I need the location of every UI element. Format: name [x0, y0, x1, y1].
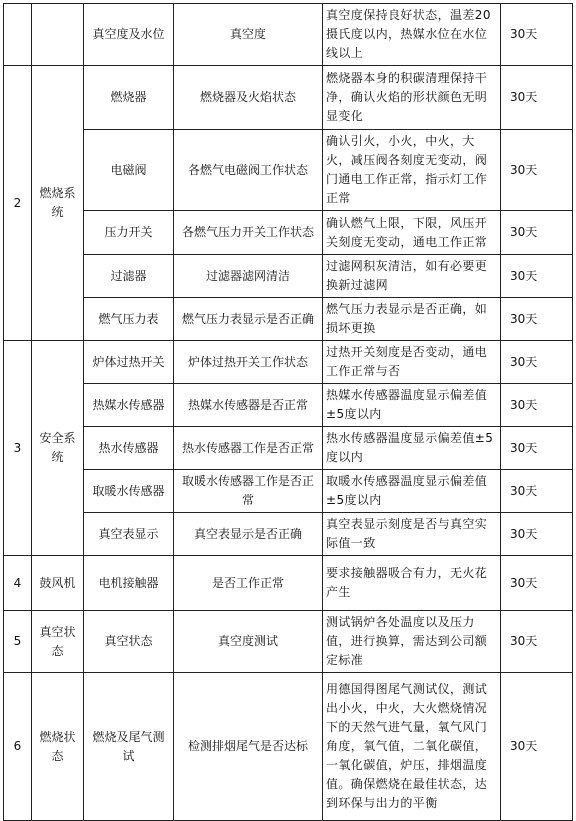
content-cell: 各燃气压力开关工作状态 — [174, 211, 323, 255]
period-cell: 30天 — [501, 298, 573, 341]
table-row — [4, 211, 573, 255]
category-cell: 燃烧系统 — [32, 66, 84, 341]
content-cell: 热媒水传感器是否正常 — [174, 384, 323, 427]
category-cell: 真空状态 — [32, 611, 84, 673]
period-cell: 30天 — [501, 556, 573, 611]
standard-cell: 确认引火，小火，中火，大火，减压阀各刻度无变动，阀门通电工作正常，指示灯工作正常 — [323, 130, 501, 211]
row-number: 5 — [4, 611, 32, 673]
row-number: 3 — [4, 341, 32, 556]
content-cell: 燃气压力表显示是否正确 — [174, 298, 323, 341]
item-cell: 燃气压力表 — [84, 298, 174, 341]
period-cell: 30天 — [501, 130, 573, 211]
category-cell: 安全系统 — [32, 341, 84, 556]
item-cell: 压力开关 — [84, 211, 174, 255]
item-cell: 真空度及水位 — [84, 4, 174, 66]
period-cell: 30天 — [501, 611, 573, 673]
item-cell: 燃烧器 — [84, 66, 174, 130]
table-row — [4, 298, 573, 341]
table-row — [4, 427, 573, 470]
item-cell: 电机接触器 — [84, 556, 174, 611]
period-cell: 30天 — [501, 470, 573, 513]
table-row — [4, 341, 573, 384]
period-cell: 30天 — [501, 384, 573, 427]
period-cell: 30天 — [501, 513, 573, 556]
period-cell: 30天 — [501, 673, 573, 821]
item-cell: 炉体过热开关 — [84, 341, 174, 384]
period-cell: 30天 — [501, 255, 573, 298]
table-row — [4, 130, 573, 211]
period-cell: 30天 — [501, 4, 573, 66]
content-cell: 过滤器滤网清洁 — [174, 255, 323, 298]
standard-cell: 燃烧器本身的积碳清理保持干净，确认火焰的形状颜色无明显变化 — [323, 66, 501, 130]
table-row — [4, 611, 573, 673]
table-row — [4, 513, 573, 556]
table-row — [4, 673, 573, 821]
item-cell: 电磁阀 — [84, 130, 174, 211]
period-cell: 30天 — [501, 211, 573, 255]
item-cell: 过滤器 — [84, 255, 174, 298]
maintenance-table — [3, 3, 573, 821]
content-cell: 热水传感器工作是否正常 — [174, 427, 323, 470]
table-row — [4, 255, 573, 298]
content-cell: 各燃气电磁阀工作状态 — [174, 130, 323, 211]
item-cell: 燃烧及尾气测试 — [84, 673, 174, 821]
standard-cell: 过热开关刻度是否变动，通电工作正常与否 — [323, 341, 501, 384]
row-number — [4, 4, 32, 66]
table-row — [4, 4, 573, 66]
standard-cell: 真空表显示刻度是否与真空实际值一致 — [323, 513, 501, 556]
content-cell: 炉体过热开关工作状态 — [174, 341, 323, 384]
period-cell: 30天 — [501, 341, 573, 384]
item-cell: 热媒水传感器 — [84, 384, 174, 427]
item-cell: 真空表显示 — [84, 513, 174, 556]
category-cell — [32, 4, 84, 66]
content-cell: 检测排烟尾气是否达标 — [174, 673, 323, 821]
standard-cell: 燃气压力表显示是否正确，如损坏更换 — [323, 298, 501, 341]
standard-cell: 要求接触器吸合有力，无火花产生 — [323, 556, 501, 611]
period-cell: 30天 — [501, 427, 573, 470]
category-cell: 鼓风机 — [32, 556, 84, 611]
standard-cell: 用德国得图尾气测试仪，测试出小火，中火，大火燃烧情况下的天然气进气量，氧气风门角度，氧气值，二氧化碳值，一氧化碳值，炉压，排烟温度值。确保燃烧在最佳状态，达到环保与出力的平衡 — [323, 673, 501, 821]
table-row — [4, 66, 573, 130]
content-cell: 取暖水传感器工作是否正常 — [174, 470, 323, 513]
item-cell: 真空状态 — [84, 611, 174, 673]
table-row — [4, 470, 573, 513]
standard-cell: 真空度保持良好状态，温差20摄氏度以内，热媒水位在水位线以上 — [323, 4, 501, 66]
standard-cell: 过滤网积灰清洁，如有必要更换新过滤网 — [323, 255, 501, 298]
content-cell: 真空度测试 — [174, 611, 323, 673]
standard-cell: 取暖水传感器温度显示偏差值±5度以内 — [323, 470, 501, 513]
row-number: 6 — [4, 673, 32, 821]
standard-cell: 热水传感器温度显示偏差值±5度以内 — [323, 427, 501, 470]
standard-cell: 热媒水传感器温度显示偏差值±5度以内 — [323, 384, 501, 427]
standard-cell: 测试锅炉各处温度以及压力值，进行换算，需达到公司额定标准 — [323, 611, 501, 673]
content-cell: 真空表显示是否正确 — [174, 513, 323, 556]
content-cell: 是否工作正常 — [174, 556, 323, 611]
row-number: 2 — [4, 66, 32, 341]
item-cell: 热水传感器 — [84, 427, 174, 470]
table-row — [4, 384, 573, 427]
table-row — [4, 556, 573, 611]
category-cell: 燃烧状态 — [32, 673, 84, 821]
period-cell: 30天 — [501, 66, 573, 130]
row-number: 4 — [4, 556, 32, 611]
content-cell: 真空度 — [174, 4, 323, 66]
standard-cell: 确认燃气上限，下限，风压开关刻度无变动，通电工作正常 — [323, 211, 501, 255]
item-cell: 取暖水传感器 — [84, 470, 174, 513]
content-cell: 燃烧器及火焰状态 — [174, 66, 323, 130]
